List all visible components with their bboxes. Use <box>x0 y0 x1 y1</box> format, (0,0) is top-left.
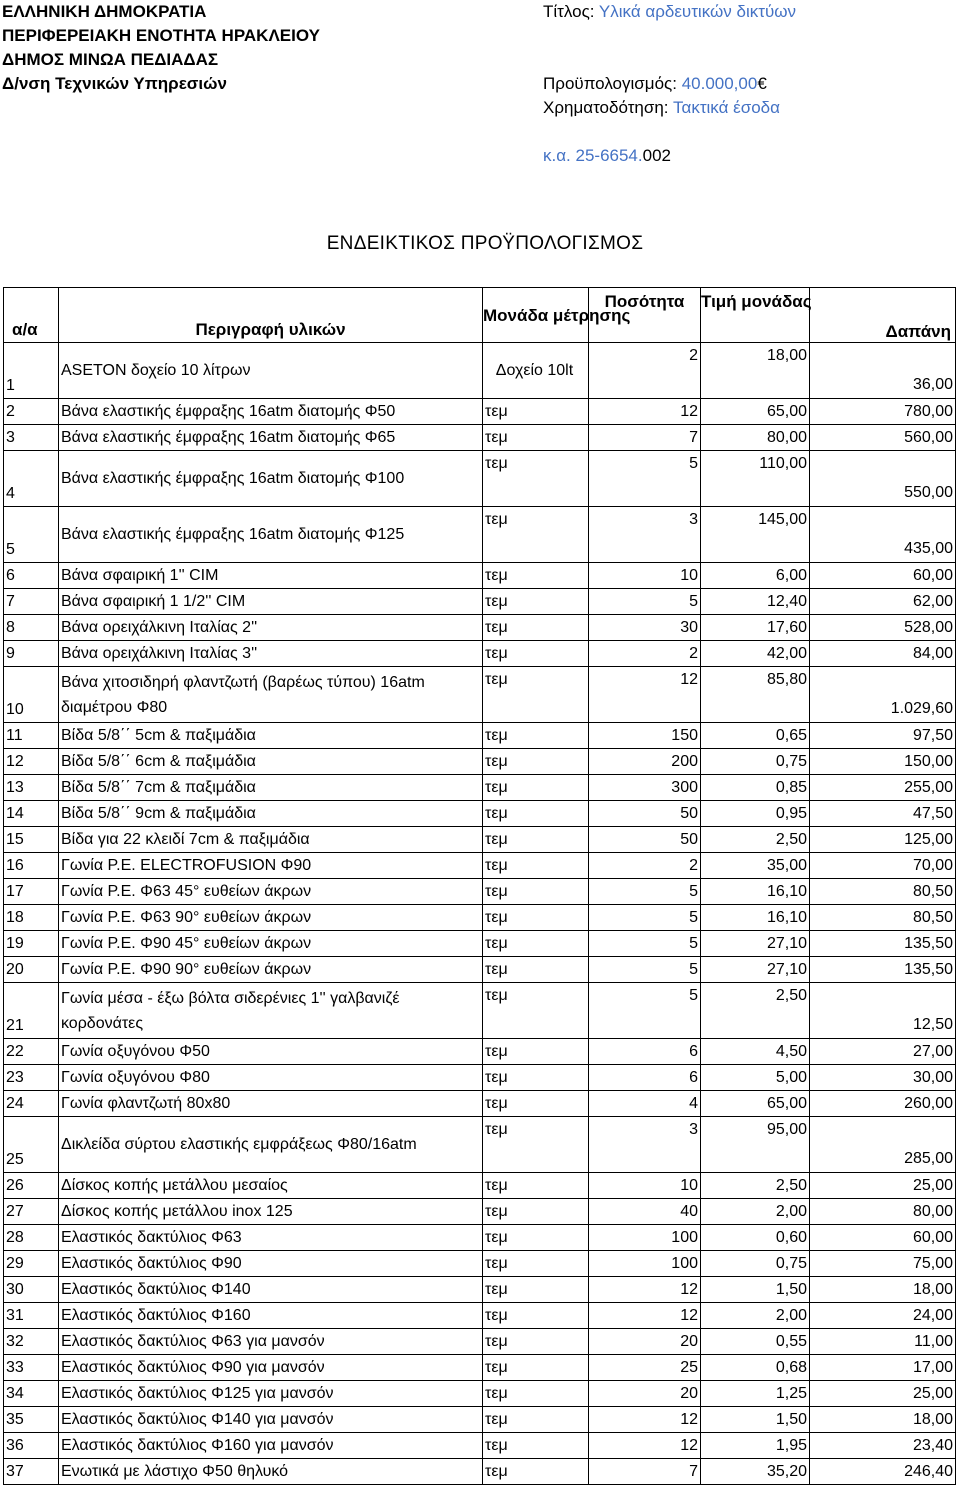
cell-unit-price: 17,60 <box>701 615 810 641</box>
cell-unit-price: 65,00 <box>701 399 810 425</box>
cell-quantity: 2 <box>589 343 701 399</box>
cell-number: 34 <box>4 1381 59 1407</box>
cell-unit-price: 2,50 <box>701 827 810 853</box>
cell-quantity: 25 <box>589 1355 701 1381</box>
budget-row <box>543 72 796 96</box>
cell-cost: 18,00 <box>810 1407 956 1433</box>
cell-cost: 70,00 <box>810 853 956 879</box>
cell-unit-price: 6,00 <box>701 563 810 589</box>
cell-number: 32 <box>4 1329 59 1355</box>
cell-unit-price: 1,50 <box>701 1277 810 1303</box>
cell-number: 18 <box>4 905 59 931</box>
cell-unit-price: 0,85 <box>701 775 810 801</box>
cell-quantity: 200 <box>589 749 701 775</box>
project-title-row <box>543 0 796 24</box>
cell-cost: 24,00 <box>810 1303 956 1329</box>
cell-number: 20 <box>4 957 59 983</box>
cell-description: Δικλείδα σύρτου ελαστικής εμφράξεως Φ80/16atm <box>59 1117 483 1173</box>
cell-unit: τεμ <box>483 1091 589 1117</box>
cell-description: Γωνία οξυγόνου Φ50 <box>59 1039 483 1065</box>
cell-quantity: 100 <box>589 1225 701 1251</box>
cell-unit-price: 18,00 <box>701 343 810 399</box>
cell-number: 7 <box>4 589 59 615</box>
budget-table <box>3 287 956 1485</box>
column-header-unit: Μονάδα μέτρησης <box>483 288 589 343</box>
cell-quantity: 6 <box>589 1039 701 1065</box>
cell-number: 37 <box>4 1459 59 1485</box>
cell-unit: τεμ <box>483 1407 589 1433</box>
cell-description: Βάνα ορειχάλκινη Ιταλίας 3'' <box>59 641 483 667</box>
cell-unit: τεμ <box>483 1459 589 1485</box>
cell-unit-price: 2,00 <box>701 1303 810 1329</box>
cell-unit-price: 1,25 <box>701 1381 810 1407</box>
cell-unit-price: 12,40 <box>701 589 810 615</box>
cell-quantity: 5 <box>589 879 701 905</box>
cell-number: 30 <box>4 1277 59 1303</box>
cell-quantity: 5 <box>589 905 701 931</box>
cell-number: 2 <box>4 399 59 425</box>
cell-unit: τεμ <box>483 905 589 931</box>
cell-unit: τεμ <box>483 1433 589 1459</box>
cell-quantity: 5 <box>589 983 701 1039</box>
cell-unit-price: 0,75 <box>701 1251 810 1277</box>
cell-quantity: 100 <box>589 1251 701 1277</box>
cell-cost: 60,00 <box>810 1225 956 1251</box>
cell-description: Ενωτικά με λάστιχο Φ50 θηλυκό <box>59 1459 483 1485</box>
cell-description: Ελαστικός δακτύλιος Φ63 <box>59 1225 483 1251</box>
cell-quantity: 7 <box>589 425 701 451</box>
cell-unit-price: 27,10 <box>701 957 810 983</box>
table-row <box>4 667 956 723</box>
table-row <box>4 957 956 983</box>
table-row <box>4 1251 956 1277</box>
column-header-description: Περιγραφή υλικών <box>59 288 483 343</box>
title-label: Τίτλος: <box>543 2 595 21</box>
table-row <box>4 589 956 615</box>
cell-description: Γωνία μέσα - έξω βόλτα σιδερένιες 1'' γαλβανιζέ κορδονάτες <box>59 983 483 1039</box>
cell-unit-price: 35,00 <box>701 853 810 879</box>
cell-unit: τεμ <box>483 615 589 641</box>
table-row <box>4 399 956 425</box>
table-header-row <box>4 288 956 343</box>
funding-row <box>543 96 796 120</box>
cell-unit-price: 65,00 <box>701 1091 810 1117</box>
cell-unit-price: 0,55 <box>701 1329 810 1355</box>
cell-unit-price: 35,20 <box>701 1459 810 1485</box>
cell-cost: 285,00 <box>810 1117 956 1173</box>
account-value: 002 <box>642 146 671 165</box>
table-row <box>4 1407 956 1433</box>
cell-unit: τεμ <box>483 451 589 507</box>
cell-unit-price: 5,00 <box>701 1065 810 1091</box>
funding-label: Χρηματοδότηση: <box>543 98 669 117</box>
cell-quantity: 7 <box>589 1459 701 1485</box>
cell-quantity: 5 <box>589 589 701 615</box>
cell-description: Γωνία P.E. Φ63 90° ευθείων άκρων <box>59 905 483 931</box>
cell-number: 27 <box>4 1199 59 1225</box>
cell-cost: 62,00 <box>810 589 956 615</box>
budget-label: Προϋπολογισμός: <box>543 74 677 93</box>
budget-currency: € <box>757 74 767 93</box>
cell-quantity: 30 <box>589 615 701 641</box>
table-row <box>4 615 956 641</box>
cell-cost: 30,00 <box>810 1065 956 1091</box>
table-row <box>4 1039 956 1065</box>
table-row <box>4 931 956 957</box>
title-value: Υλικά αρδευτικών δικτύων <box>598 2 797 21</box>
table-row <box>4 1433 956 1459</box>
cell-quantity: 12 <box>589 1277 701 1303</box>
issuer-line: ΠΕΡΙΦΕΡΕΙΑΚΗ ΕΝΟΤΗΤΑ ΗΡΑΚΛΕΙΟΥ <box>2 26 320 45</box>
issuer-line: Δ/νση Τεχνικών Υπηρεσιών <box>2 74 227 93</box>
cell-quantity: 4 <box>589 1091 701 1117</box>
table-row <box>4 801 956 827</box>
cell-unit: τεμ <box>483 775 589 801</box>
cell-number: 33 <box>4 1355 59 1381</box>
cell-description: Ελαστικός δακτύλιος Φ90 <box>59 1251 483 1277</box>
cell-description: Βίδα 5/8΄΄ 7cm & παξιμάδια <box>59 775 483 801</box>
cell-quantity: 12 <box>589 1407 701 1433</box>
cell-unit-price: 2,00 <box>701 1199 810 1225</box>
cell-description: Βίδα για 22 κλειδί 7cm & παξιμάδια <box>59 827 483 853</box>
cell-description: Βάνα ελαστικής έμφραξης 16atm διατομής Φ50 <box>59 399 483 425</box>
document-title: ΕΝΔΕΙΚΤΙΚΟΣ ΠΡΟΫΠΟΛΟΓΙΣΜΟΣ <box>326 233 644 254</box>
cell-cost: 125,00 <box>810 827 956 853</box>
cell-unit-price: 42,00 <box>701 641 810 667</box>
cell-unit: τεμ <box>483 853 589 879</box>
budget-value: 40.000,00 <box>681 74 758 93</box>
cell-cost: 36,00 <box>810 343 956 399</box>
cell-quantity: 300 <box>589 775 701 801</box>
cell-description: Βίδα 5/8΄΄ 6cm & παξιμάδια <box>59 749 483 775</box>
cell-unit-price: 95,00 <box>701 1117 810 1173</box>
cell-unit: τεμ <box>483 879 589 905</box>
cell-unit-price: 4,50 <box>701 1039 810 1065</box>
cell-unit: τεμ <box>483 1329 589 1355</box>
table-row <box>4 853 956 879</box>
table-row <box>4 563 956 589</box>
cell-cost: 1.029,60 <box>810 667 956 723</box>
cell-cost: 560,00 <box>810 425 956 451</box>
table-row <box>4 1277 956 1303</box>
cell-description: Βάνα σφαιρική 1 1/2'' CIM <box>59 589 483 615</box>
cell-description: ASETON δοχείο 10 λίτρων <box>59 343 483 399</box>
cell-unit: τεμ <box>483 827 589 853</box>
cell-description: Βάνα ορειχάλκινη Ιταλίας 2'' <box>59 615 483 641</box>
cell-description: Γωνία P.E. ELECTROFUSION Φ90 <box>59 853 483 879</box>
cell-quantity: 6 <box>589 1065 701 1091</box>
table-row <box>4 1091 956 1117</box>
cell-unit: τεμ <box>483 1355 589 1381</box>
cell-quantity: 12 <box>589 1433 701 1459</box>
cell-unit: τεμ <box>483 1251 589 1277</box>
cell-quantity: 10 <box>589 563 701 589</box>
cell-unit: τεμ <box>483 589 589 615</box>
cell-number: 29 <box>4 1251 59 1277</box>
cell-number: 10 <box>4 667 59 723</box>
cell-unit: τεμ <box>483 957 589 983</box>
cell-cost: 135,50 <box>810 957 956 983</box>
account-row <box>543 144 796 168</box>
table-row <box>4 827 956 853</box>
table-row <box>4 425 956 451</box>
cell-unit-price: 0,65 <box>701 723 810 749</box>
cell-quantity: 3 <box>589 1117 701 1173</box>
table-row <box>4 507 956 563</box>
cell-description: Γωνία P.E. Φ90 90° ευθείων άκρων <box>59 957 483 983</box>
cell-description: Ελαστικός δακτύλιος Φ140 <box>59 1277 483 1303</box>
cell-description: Βάνα ελαστικής έμφραξης 16atm διατομής Φ125 <box>59 507 483 563</box>
cell-unit: τεμ <box>483 563 589 589</box>
cell-number: 13 <box>4 775 59 801</box>
column-header-unit-price: Τιμή μονάδας <box>701 288 810 343</box>
cell-number: 28 <box>4 1225 59 1251</box>
cell-number: 5 <box>4 507 59 563</box>
cell-unit: τεμ <box>483 1117 589 1173</box>
cell-description: Ελαστικός δακτύλιος Φ160 για μανσόν <box>59 1433 483 1459</box>
cell-quantity: 20 <box>589 1381 701 1407</box>
cell-unit: τεμ <box>483 723 589 749</box>
cell-unit: τεμ <box>483 983 589 1039</box>
cell-description: Ελαστικός δακτύλιος Φ125 για μανσόν <box>59 1381 483 1407</box>
cell-unit: τεμ <box>483 507 589 563</box>
cell-number: 31 <box>4 1303 59 1329</box>
cell-quantity: 2 <box>589 853 701 879</box>
cell-cost: 135,50 <box>810 931 956 957</box>
cell-description: Βάνα σφαιρική 1'' CIM <box>59 563 483 589</box>
cell-cost: 97,50 <box>810 723 956 749</box>
cell-description: Γωνία P.E. Φ90 45° ευθείων άκρων <box>59 931 483 957</box>
cell-unit-price: 145,00 <box>701 507 810 563</box>
table-row <box>4 1173 956 1199</box>
cell-quantity: 5 <box>589 931 701 957</box>
cell-unit-price: 27,10 <box>701 931 810 957</box>
cell-cost: 75,00 <box>810 1251 956 1277</box>
cell-number: 26 <box>4 1173 59 1199</box>
cell-unit: τεμ <box>483 399 589 425</box>
cell-quantity: 5 <box>589 957 701 983</box>
cell-unit-price: 1,50 <box>701 1407 810 1433</box>
table-row <box>4 641 956 667</box>
cell-cost: 25,00 <box>810 1381 956 1407</box>
cell-number: 9 <box>4 641 59 667</box>
cell-number: 8 <box>4 615 59 641</box>
cell-quantity: 10 <box>589 1173 701 1199</box>
cell-number: 6 <box>4 563 59 589</box>
cell-unit-price: 0,75 <box>701 749 810 775</box>
cell-unit-price: 16,10 <box>701 879 810 905</box>
cell-cost: 25,00 <box>810 1173 956 1199</box>
cell-unit-price: 110,00 <box>701 451 810 507</box>
cell-description: Ελαστικός δακτύλιος Φ160 <box>59 1303 483 1329</box>
cell-quantity: 20 <box>589 1329 701 1355</box>
cell-cost: 47,50 <box>810 801 956 827</box>
cell-cost: 60,00 <box>810 563 956 589</box>
cell-cost: 260,00 <box>810 1091 956 1117</box>
cell-cost: 11,00 <box>810 1329 956 1355</box>
cell-number: 1 <box>4 343 59 399</box>
cell-unit: τεμ <box>483 1199 589 1225</box>
cell-description: Γωνία P.E. Φ63 45° ευθείων άκρων <box>59 879 483 905</box>
cell-number: 14 <box>4 801 59 827</box>
cell-quantity: 5 <box>589 451 701 507</box>
cell-unit: τεμ <box>483 1065 589 1091</box>
cell-cost: 550,00 <box>810 451 956 507</box>
cell-unit: τεμ <box>483 1381 589 1407</box>
cell-quantity: 3 <box>589 507 701 563</box>
table-row <box>4 905 956 931</box>
cell-number: 24 <box>4 1091 59 1117</box>
cell-cost: 780,00 <box>810 399 956 425</box>
table-row <box>4 1459 956 1485</box>
cell-unit-price: 0,95 <box>701 801 810 827</box>
cell-unit-price: 0,60 <box>701 1225 810 1251</box>
cell-description: Γωνία φλαντζωτή 80x80 <box>59 1091 483 1117</box>
table-row <box>4 1329 956 1355</box>
cell-number: 36 <box>4 1433 59 1459</box>
table-row <box>4 1065 956 1091</box>
cell-description: Βίδα 5/8΄΄ 9cm & παξιμάδια <box>59 801 483 827</box>
cell-cost: 84,00 <box>810 641 956 667</box>
cell-unit: τεμ <box>483 641 589 667</box>
cell-unit: τεμ <box>483 801 589 827</box>
cell-unit: τεμ <box>483 1225 589 1251</box>
cell-unit: τεμ <box>483 1173 589 1199</box>
table-row <box>4 1355 956 1381</box>
cell-cost: 246,40 <box>810 1459 956 1485</box>
table-row <box>4 1303 956 1329</box>
issuer-line: ΔΗΜΟΣ ΜΙΝΩΑ ΠΕΔΙΑΔΑΣ <box>2 50 219 69</box>
cell-quantity: 12 <box>589 1303 701 1329</box>
cell-unit: Δοχείο 10lt <box>483 343 589 399</box>
account-label: κ.α. 25-6654. <box>543 146 643 165</box>
cell-number: 3 <box>4 425 59 451</box>
cell-quantity: 2 <box>589 641 701 667</box>
cell-quantity: 50 <box>589 827 701 853</box>
table-row <box>4 343 956 399</box>
cell-quantity: 50 <box>589 801 701 827</box>
table-row <box>4 723 956 749</box>
cell-unit: τεμ <box>483 1277 589 1303</box>
cell-number: 35 <box>4 1407 59 1433</box>
funding-value: Τακτικά έσοδα <box>672 98 780 117</box>
table-row <box>4 1117 956 1173</box>
cell-unit-price: 80,00 <box>701 425 810 451</box>
table-body <box>4 343 956 1485</box>
cell-cost: 12,50 <box>810 983 956 1039</box>
cell-unit: τεμ <box>483 931 589 957</box>
cell-description: Δίσκος κοπής μετάλλου μεσαίος <box>59 1173 483 1199</box>
cell-description: Γωνία οξυγόνου Φ80 <box>59 1065 483 1091</box>
issuer-block <box>2 0 320 96</box>
cell-description: Δίσκος κοπής μετάλλου inox 125 <box>59 1199 483 1225</box>
cell-unit-price: 1,95 <box>701 1433 810 1459</box>
cell-cost: 80,00 <box>810 1199 956 1225</box>
cell-unit: τεμ <box>483 1303 589 1329</box>
cell-unit: τεμ <box>483 1039 589 1065</box>
cell-quantity: 40 <box>589 1199 701 1225</box>
cell-unit-price: 0,68 <box>701 1355 810 1381</box>
table-row <box>4 451 956 507</box>
cell-unit-price: 85,80 <box>701 667 810 723</box>
table-row <box>4 775 956 801</box>
cell-cost: 27,00 <box>810 1039 956 1065</box>
cell-number: 15 <box>4 827 59 853</box>
cell-number: 25 <box>4 1117 59 1173</box>
cell-description: Βάνα ελαστικής έμφραξης 16atm διατομής Φ65 <box>59 425 483 451</box>
cell-number: 17 <box>4 879 59 905</box>
cell-number: 21 <box>4 983 59 1039</box>
cell-description: Ελαστικός δακτύλιος Φ140 για μανσόν <box>59 1407 483 1433</box>
cell-cost: 528,00 <box>810 615 956 641</box>
table-row <box>4 749 956 775</box>
cell-quantity: 12 <box>589 399 701 425</box>
cell-quantity: 12 <box>589 667 701 723</box>
cell-number: 12 <box>4 749 59 775</box>
cell-cost: 23,40 <box>810 1433 956 1459</box>
cell-cost: 17,00 <box>810 1355 956 1381</box>
cell-number: 19 <box>4 931 59 957</box>
project-info <box>543 0 796 168</box>
cell-description: Ελαστικός δακτύλιος Φ63 για μανσόν <box>59 1329 483 1355</box>
cell-cost: 80,50 <box>810 905 956 931</box>
cell-number: 23 <box>4 1065 59 1091</box>
table-row <box>4 1199 956 1225</box>
cell-description: Βάνα ελαστικής έμφραξης 16atm διατομής Φ100 <box>59 451 483 507</box>
issuer-line: ΕΛΛΗΝΙΚΗ ΔΗΜΟΚΡΑΤΙΑ <box>2 2 207 21</box>
cell-number: 16 <box>4 853 59 879</box>
column-header-quantity: Ποσότητα <box>589 288 701 343</box>
cell-number: 22 <box>4 1039 59 1065</box>
cell-unit: τεμ <box>483 667 589 723</box>
cell-unit: τεμ <box>483 749 589 775</box>
cell-description: Βίδα 5/8΄΄ 5cm & παξιμάδια <box>59 723 483 749</box>
column-header-number: α/α <box>4 288 59 343</box>
cell-quantity: 150 <box>589 723 701 749</box>
table-row <box>4 983 956 1039</box>
cell-cost: 435,00 <box>810 507 956 563</box>
cell-description: Βάνα χιτοσιδηρή φλαντζωτή (βαρέως τύπου) 16atm διαμέτρου Φ80 <box>59 667 483 723</box>
table-row <box>4 1225 956 1251</box>
cell-unit: τεμ <box>483 425 589 451</box>
cell-unit-price: 16,10 <box>701 905 810 931</box>
cell-unit-price: 2,50 <box>701 1173 810 1199</box>
cell-unit-price: 2,50 <box>701 983 810 1039</box>
cell-cost: 255,00 <box>810 775 956 801</box>
table-row <box>4 1381 956 1407</box>
cell-number: 4 <box>4 451 59 507</box>
cell-cost: 150,00 <box>810 749 956 775</box>
cell-cost: 80,50 <box>810 879 956 905</box>
table-row <box>4 879 956 905</box>
cell-number: 11 <box>4 723 59 749</box>
cell-cost: 18,00 <box>810 1277 956 1303</box>
column-header-cost: Δαπάνη <box>810 288 956 343</box>
cell-description: Ελαστικός δακτύλιος Φ90 για μανσόν <box>59 1355 483 1381</box>
